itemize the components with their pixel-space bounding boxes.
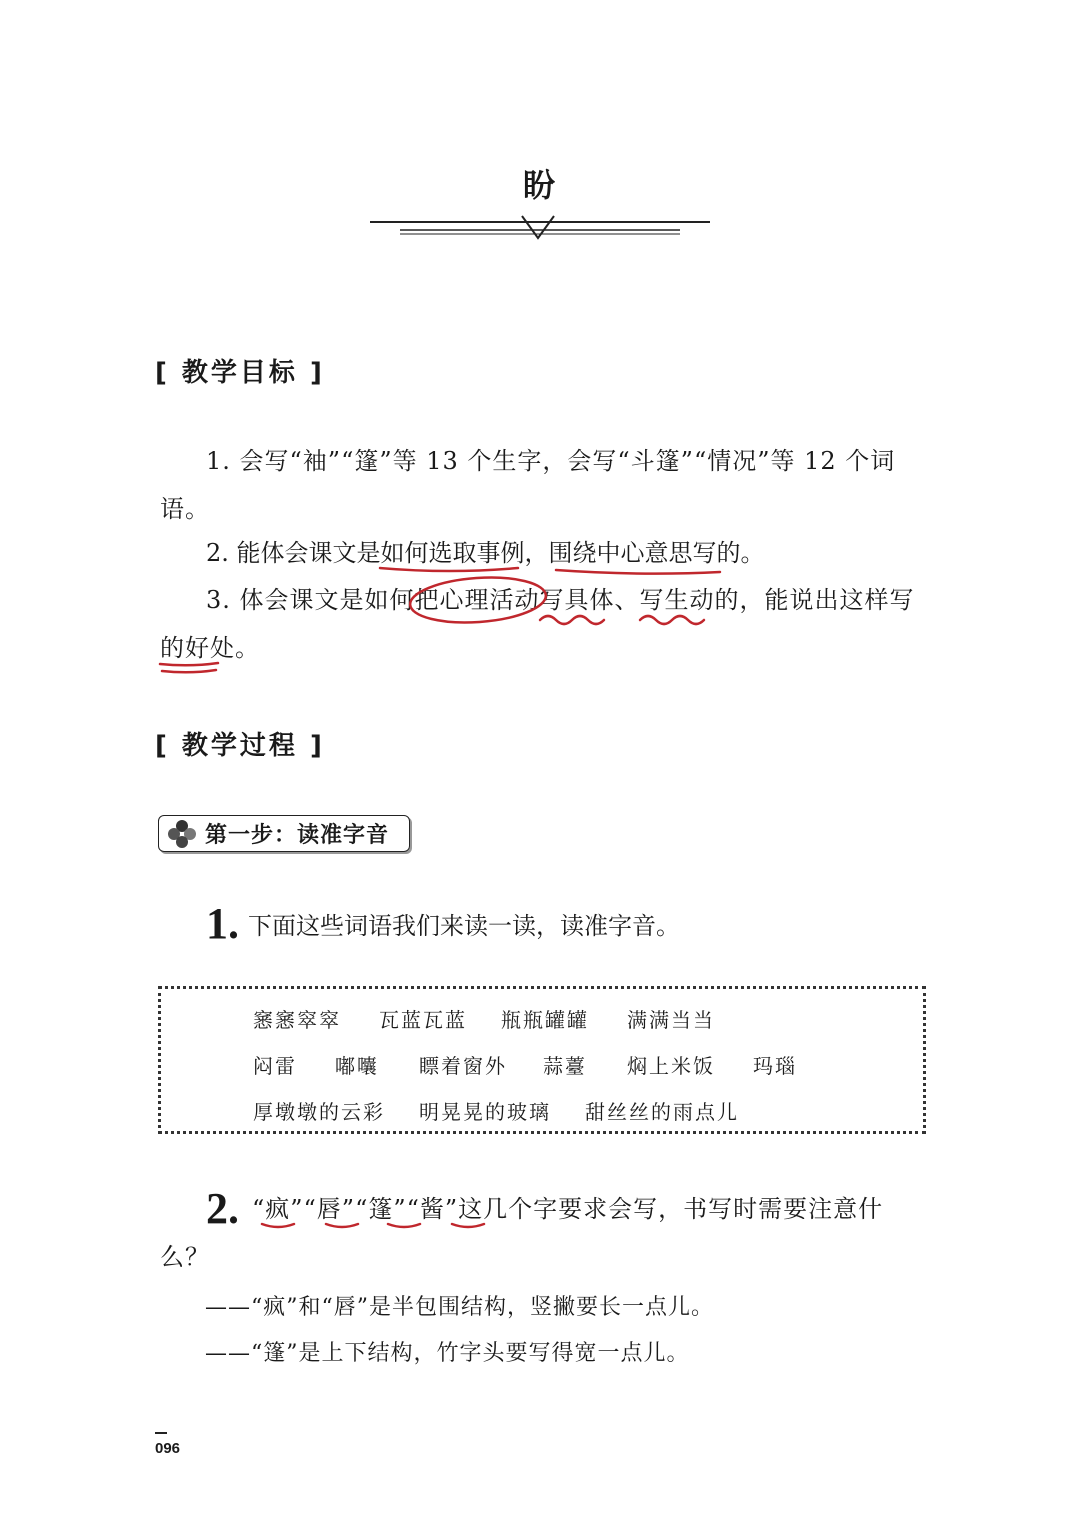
word-item: 玛瑙: [753, 1054, 797, 1078]
question-2-number: 2.: [206, 1184, 239, 1233]
question-1-text: 下面这些词语我们来读一读，读准字音。: [248, 912, 680, 940]
question-1-number: 1.: [206, 899, 239, 948]
question-2-text: “疯”“唇”“篷”“酱”这几个字要求会写，书写时需要注意什么？: [160, 1195, 884, 1271]
word-item: 蒜薹: [543, 1054, 587, 1078]
title-ornament: [360, 210, 720, 242]
word-item: 厚墩墩的云彩: [253, 1100, 385, 1124]
word-item: 瓶瓶罐罐: [501, 1008, 589, 1032]
word-item: 满满当当: [627, 1008, 715, 1032]
word-item: 焖上米饭: [627, 1054, 715, 1078]
word-item: 窸窸窣窣: [253, 1008, 341, 1032]
word-item: 瓦蓝瓦蓝: [379, 1008, 467, 1032]
word-item: 闷雷: [253, 1054, 297, 1078]
objectives-heading: [ 教学目标 ]: [155, 358, 325, 388]
word-box: [158, 986, 926, 1134]
word-item: 甜丝丝的雨点儿: [585, 1100, 739, 1124]
objective-item-3: 3. 体会课文是如何把心理活动写具体、写生动的，能说出这样写的好处。: [160, 586, 915, 662]
answer-line-1: ——“疯”和“唇”是半包围结构，竖撇要长一点儿。: [205, 1295, 714, 1320]
page-title: 盼: [522, 166, 557, 204]
answer-line-2: ——“篷”是上下结构，竹字头要写得宽一点儿。: [205, 1341, 690, 1366]
word-item: 嘟囔: [335, 1054, 379, 1078]
clover-icon: [159, 817, 205, 851]
step-label: 第一步：读准字音: [205, 823, 390, 848]
page-number: 096: [155, 1440, 181, 1457]
step-badge: [158, 815, 410, 852]
word-item: 瞟着窗外: [419, 1054, 507, 1078]
objective-item-1: 1. 会写“袖”“篷”等 13 个生字，会写“斗篷”“情况”等 12 个词语。: [160, 447, 896, 523]
objective-item-2: 2. 能体会课文是如何选取事例，围绕中心意思写的。: [206, 539, 765, 567]
word-item: 明晃晃的玻璃: [419, 1100, 551, 1124]
process-heading: [ 教学过程 ]: [155, 731, 325, 761]
